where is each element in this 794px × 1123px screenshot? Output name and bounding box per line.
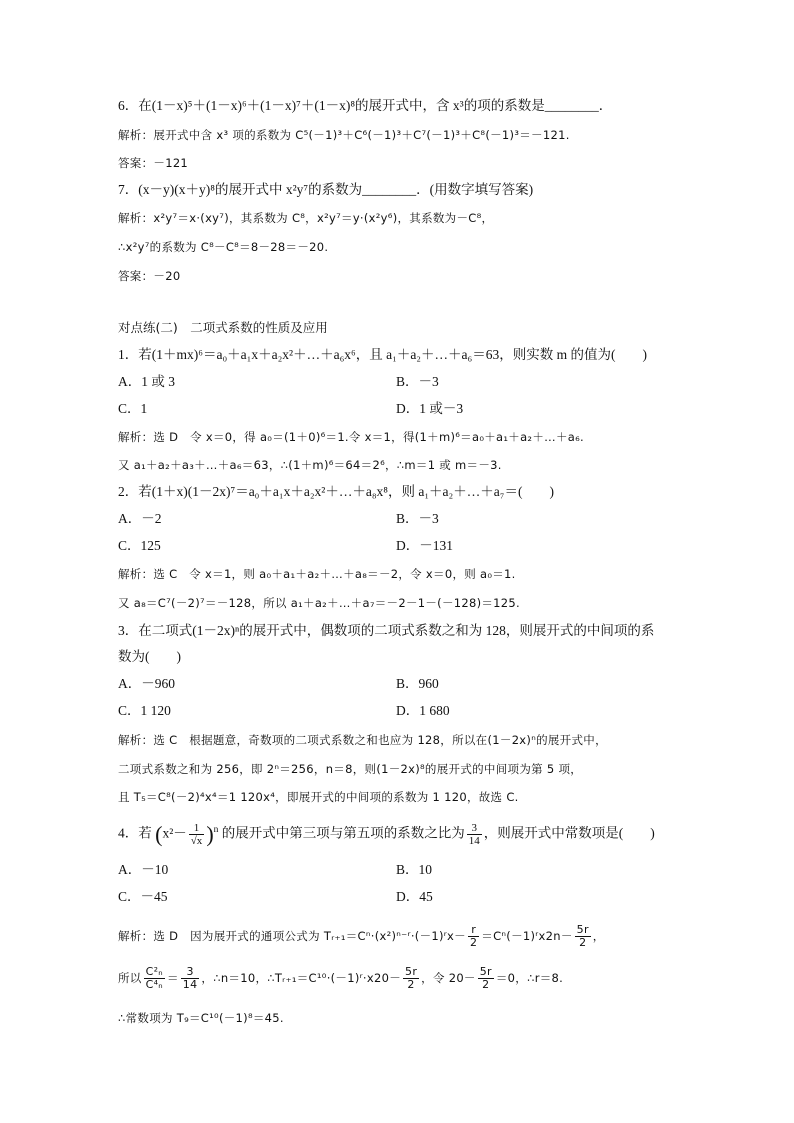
problem-4-solution-fraction-4-numerator: 3 bbox=[181, 966, 200, 979]
question-7-solution-line2: ∴x²y⁷的系数为 C⁸－C⁸＝8－28＝－20. bbox=[118, 240, 329, 254]
problem-4-ratio bbox=[467, 822, 482, 847]
problem-4-ratio-numerator: 3 bbox=[467, 822, 482, 835]
problem-4-open-paren: ( bbox=[155, 821, 163, 847]
problem-4-ratio-denominator: 14 bbox=[468, 835, 480, 847]
section-heading: 对点练(二) 二项式系数的性质及应用 bbox=[118, 320, 328, 335]
problem-3-line2: 数为( ) bbox=[118, 649, 181, 664]
problem-4-solution-line1-a: 解析：选 D 因为展开式的通项公式为 Tᵣ₊₁＝Cⁿ·(x²)ⁿ⁻ʳ·(－1)ʳx－ bbox=[118, 929, 466, 943]
problem-2-option-c: C．125 bbox=[118, 538, 161, 553]
problem-1-solution-line2: 又 a₁＋a₂＋a₃＋…＋a₆＝63，∴(1＋m)⁶＝64＝2⁶，∴m＝1 或 m＝－3. bbox=[118, 458, 502, 472]
question-7: 7．(x－y)(x＋y)⁸的展开式中 x²y⁷的系数为________．(用数字填写答案) bbox=[118, 182, 534, 197]
problem-4-solution-line2-b: ＝ bbox=[166, 971, 179, 985]
problem-4-solution-fraction-6 bbox=[478, 966, 494, 991]
problem-4-solution-fraction-2-denominator: 2 bbox=[579, 936, 587, 949]
problem-3-solution-line2: 二项式系数之和为 256，即 2ⁿ＝256，n＝8，则(1－2x)⁸的展开式的中间项为第 5 项， bbox=[118, 762, 583, 776]
problem-2-solution-line1: 解析：选 C 令 x＝1，则 a₀＋a₁＋a₂＋…＋a₈＝－2，令 x＝0，则 a₀＝1. bbox=[118, 567, 516, 581]
problem-4-option-b: B．10 bbox=[396, 862, 433, 877]
problem-4-solution-fraction-2-numerator: 5r bbox=[576, 923, 589, 936]
problem-4-fraction-numerator: 1 bbox=[189, 822, 205, 835]
problem-2-option-b: B．－3 bbox=[396, 511, 439, 526]
problem-3-option-c: C．1 120 bbox=[118, 703, 171, 718]
problem-2-option-a: A．－2 bbox=[118, 511, 162, 526]
problem-4-option-d: D．45 bbox=[396, 889, 433, 904]
problem-4-power: n bbox=[213, 825, 219, 836]
problem-4-solution-fraction-6-numerator: 5r bbox=[479, 965, 492, 978]
problem-4-solution-line2-c: ，∴n＝10，∴Tᵣ₊₁＝C¹⁰·(－1)ʳ·x20－ bbox=[201, 971, 402, 985]
problem-4-solution-line1-b: ＝Cⁿ(－1)ʳx2n－ bbox=[481, 929, 573, 943]
problem-1: 1．若(1＋mx)⁶＝a₀＋a₁x＋a₂x²＋…＋a₆x⁶，且 a₁＋a₂＋…＋a₆＝63，则实数 m 的值为( ) bbox=[118, 347, 647, 362]
problem-4-solution-line2-e: ＝0，∴r＝8. bbox=[495, 971, 564, 985]
question-7-solution-line1: 解析：x²y⁷＝x·(xy⁷)，其系数为 C⁸，x²y⁷＝y·(x²y⁶)，其系数为－C⁸， bbox=[118, 211, 494, 225]
problem-4-solution-fraction-5-denominator: 2 bbox=[407, 978, 415, 991]
problem-3-solution-line1: 解析：选 C 根据题意，奇数项的二项式系数之和也应为 128，所以在(1－2x)ⁿ的展开式中， bbox=[118, 733, 607, 747]
problem-1-option-b: B．－3 bbox=[396, 374, 439, 389]
problem-4-option-a: A．－10 bbox=[118, 862, 169, 877]
problem-4-solution-line2-d: ，令 20－ bbox=[421, 971, 476, 985]
question-6-solution: 解析：展开式中含 x³ 项的系数为 C⁵(－1)³＋C⁶(－1)³＋C⁷(－1)³＋C⁸(－1)³＝－121. bbox=[118, 128, 570, 142]
problem-2-solution-line2: 又 a₈＝C⁷(－2)⁷＝－128，所以 a₁＋a₂＋…＋a₇＝－2－1－(－128)＝125. bbox=[118, 596, 520, 610]
problem-4-solution-fraction-2 bbox=[575, 924, 591, 949]
problem-4-solution-line2 bbox=[118, 966, 563, 991]
problem-4-solution-fraction-3-numerator: C²ₙ bbox=[145, 965, 163, 978]
problem-3-solution-line3: 且 T₅＝C⁸(－2)⁴x⁴＝1 120x⁴，即展开式的中间项的系数为 1 120，故选 C. bbox=[118, 790, 519, 804]
problem-4-solution-fraction-1 bbox=[468, 924, 479, 949]
problem-4-middle: 的展开式中第三项与第五项的系数之比为 bbox=[221, 825, 465, 841]
question-6-answer: 答案：－121 bbox=[118, 156, 189, 170]
problem-4-base: x²－ bbox=[162, 825, 187, 841]
problem-1-option-d: D．1 或－3 bbox=[396, 401, 464, 416]
problem-4-solution-fraction-5 bbox=[403, 966, 419, 991]
problem-4-solution-line2-a: 所以 bbox=[118, 971, 142, 985]
problem-3-option-b: B．960 bbox=[396, 676, 439, 691]
problem-4-fraction-denominator: √x bbox=[190, 835, 203, 847]
problem-4-solution-line1-c: ， bbox=[592, 929, 605, 943]
problem-4-prefix: 4．若 bbox=[118, 825, 152, 841]
problem-1-option-a: A．1 或 3 bbox=[118, 374, 175, 389]
problem-4-solution-fraction-4 bbox=[181, 966, 200, 991]
problem-4-solution-line1 bbox=[118, 924, 605, 949]
problem-3-line1: 3．在二项式(1－2x)ⁿ的展开式中，偶数项的二项式系数之和为 128，则展开式的中间项的系 bbox=[118, 623, 655, 638]
problem-4-option-c: C．－45 bbox=[118, 889, 168, 904]
problem-4-solution-fraction-1-numerator: r bbox=[468, 924, 479, 937]
problem-4-solution-fraction-3 bbox=[144, 966, 165, 991]
problem-1-solution-line1: 解析：选 D 令 x＝0，得 a₀＝(1＋0)⁶＝1.令 x＝1，得(1＋m)⁶＝a₀＋a₁＋a₂＋…＋a₆. bbox=[118, 430, 584, 444]
problem-4-solution-fraction-4-denominator: 14 bbox=[182, 978, 198, 991]
problem-2: 2．若(1＋x)(1－2x)⁷＝a₀＋a₁x＋a₂x²＋…＋a₈x⁸，则 a₁＋a₂＋…＋a₇＝( ) bbox=[118, 484, 554, 499]
problem-3-option-d: D．1 680 bbox=[396, 703, 450, 718]
problem-4-close-paren: ) bbox=[206, 821, 214, 847]
problem-4-fraction bbox=[189, 822, 205, 847]
question-6: 6．在(1－x)⁵＋(1－x)⁶＋(1－x)⁷＋(1－x)⁸的展开式中，含 x³的项的系数是________． bbox=[118, 98, 613, 113]
problem-3-option-a: A．－960 bbox=[118, 676, 175, 691]
problem-2-option-d: D．－131 bbox=[396, 538, 453, 553]
problem-4-solution-fraction-1-denominator: 2 bbox=[469, 936, 478, 949]
question-7-answer: 答案：－20 bbox=[118, 269, 181, 283]
problem-4-solution-line3: ∴常数项为 T₉＝C¹⁰(－1)⁸＝45. bbox=[118, 1011, 284, 1025]
problem-4 bbox=[118, 822, 655, 847]
problem-1-option-c: C．1 bbox=[118, 401, 148, 416]
problem-4-solution-fraction-5-numerator: 5r bbox=[405, 965, 418, 978]
problem-4-solution-fraction-3-denominator: C⁴ₙ bbox=[145, 978, 163, 991]
problem-4-suffix: ，则展开式中常数项是( ) bbox=[483, 825, 655, 841]
problem-4-solution-fraction-6-denominator: 2 bbox=[482, 978, 490, 991]
